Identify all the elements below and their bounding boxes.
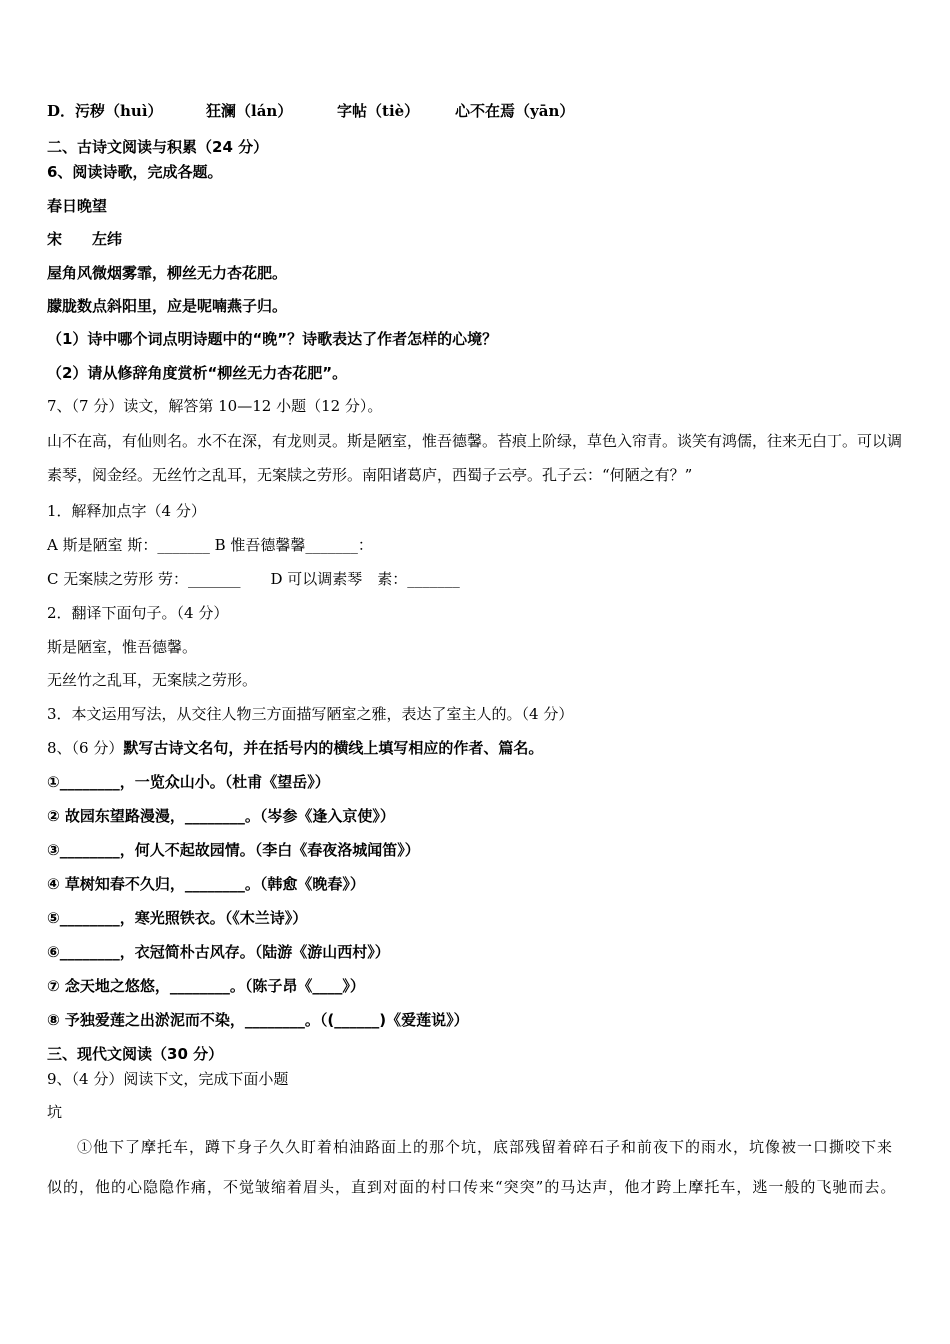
q8-item-7: ⑦ 念天地之悠悠，________。（陈子昂《____》） — [47, 977, 365, 995]
poem-title: 春日晚望 — [47, 197, 108, 215]
q8-item-3: ③________，何人不起故园情。（李白《春夜洛城闻笛》） — [47, 841, 420, 859]
option-d-item-3: 字帖（tiè） — [337, 102, 420, 120]
q7-stem: 7、（7 分）读文，解答第 10—12 小题（12 分）。 — [47, 397, 383, 415]
q8-item-2: ② 故园东望路漫漫，________。（岑参《逢入京使》） — [47, 807, 395, 825]
q8-item-8: ⑧ 予独爱莲之出淤泥而不染，________。（(______)《爱莲说》） — [47, 1011, 469, 1029]
q7-passage: 山不在高，有仙则名。水不在深，有龙则灵。斯是陋室，惟吾德馨。苔痕上阶绿，草色入帘青。谈笑有鸿儒，往来无白丁。可以调素琴，阅金经。无丝竹之乱耳，无案牍之劳形。南阳诸葛庐，西蜀子云亭。孔子云：“何陋之有？” — [47, 432, 903, 484]
poem-author: 宋 左纬 — [47, 230, 123, 248]
q7-part2-sentence2: 无丝竹之乱耳，无案牍之劳形。 — [47, 671, 258, 689]
q8-stem-text: 默写古诗文名句，并在括号内的横线上填写相应的作者、篇名。 — [123, 739, 544, 757]
poem-line-1: 屋角风微烟雾霏，柳丝无力杏花肥。 — [47, 264, 288, 282]
q8-item-5: ⑤________，寒光照铁衣。（《木兰诗》） — [47, 909, 308, 927]
q7-part3: 3．本文运用写法，从交往人物三方面描写陋室之雅，表达了室主人的。（4 分） — [47, 705, 574, 723]
poem-line-2: 朦胧数点斜阳里，应是呢喃燕子归。 — [47, 297, 288, 315]
q8-item-1: ①________，一览众山小。（杜甫《望岳》） — [47, 773, 330, 791]
q8-stem-prefix: 8、（6 分） — [47, 739, 124, 757]
q7-part2-sentence1: 斯是陋室，惟吾德馨。 — [47, 638, 198, 656]
q7-part1-title: 1．解释加点字（4 分） — [47, 502, 206, 520]
q6-stem: 6、阅读诗歌，完成各题。 — [47, 163, 223, 181]
q9-paragraph-1: ①他下了摩托车，蹲下身子久久盯着柏油路面上的那个坑，底部残留着碎石子和前夜下的雨水，坑像被一口撕咬下来似的，他的心隐隐作痛，不觉皱缩着眉头，直到对面的村口传来“突突”的马达声，他才跨上摩托车，逃一般的飞驰而去。 — [47, 1138, 897, 1196]
option-d-item-2: 狂澜（lán） — [206, 102, 293, 120]
section2-heading: 二、古诗文阅读与积累（24 分） — [47, 138, 269, 156]
q9-stem: 9、（4 分）阅读下文，完成下面小题 — [47, 1070, 289, 1088]
option-d-row — [47, 101, 574, 121]
q6-sub-1: （1）诗中哪个词点明诗题中的“晚”？诗歌表达了作者怎样的心境？ — [47, 330, 498, 348]
section3-heading: 三、现代文阅读（30 分） — [47, 1045, 224, 1063]
q7-part1-line2: C 无案牍之劳形 劳：_______ D 可以调素琴 素：_______ — [47, 570, 460, 588]
q8-stem — [47, 738, 543, 758]
q9-title: 坑 — [47, 1103, 63, 1121]
option-d-item-1: 污秽（huì） — [75, 102, 163, 120]
q7-part1-line1: A 斯是陋室 斯：_______ B 惟吾德馨馨_______： — [47, 536, 373, 554]
option-d-item-4: 心不在焉（yān） — [455, 102, 575, 120]
q8-item-6: ⑥________，衣冠简朴古风存。（陆游《游山西村》） — [47, 943, 390, 961]
q6-sub-2: （2）请从修辞角度赏析“柳丝无力杏花肥”。 — [47, 364, 348, 382]
q7-part2-title: 2．翻译下面句子。（4 分） — [47, 604, 229, 622]
option-d-label: D． — [47, 102, 76, 120]
q8-item-4: ④ 草树知春不久归，________。（韩愈《晚春》） — [47, 875, 365, 893]
